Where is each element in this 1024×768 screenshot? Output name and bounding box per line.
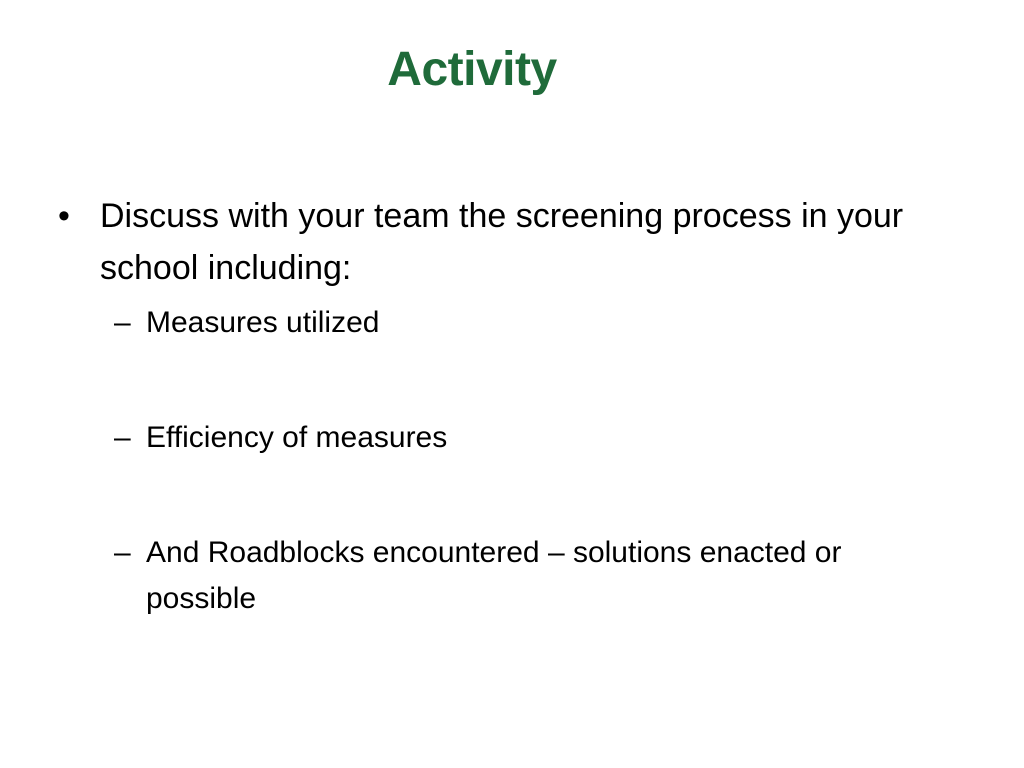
slide-title: Activity — [387, 43, 557, 96]
bullet-text: Discuss with your team the screening process in your school including: — [100, 197, 904, 287]
sub-bullet-text: Efficiency of measures — [146, 421, 448, 454]
sub-bullet-text: Measures utilized — [146, 306, 380, 339]
bullet-marker: • — [58, 197, 70, 235]
sub-bullet-text: And Roadblocks encountered – solutions enacted or possible — [146, 536, 842, 615]
slide-content — [58, 190, 958, 622]
sub-bullet-item — [58, 300, 958, 346]
sub-bullet-list — [58, 300, 958, 622]
sub-bullet-item — [58, 530, 958, 622]
bullet-item — [58, 190, 958, 294]
sub-bullet-item — [58, 415, 958, 461]
sub-bullet-marker: – — [114, 536, 131, 569]
sub-bullet-marker: – — [114, 306, 131, 339]
sub-bullet-marker: – — [114, 421, 131, 454]
